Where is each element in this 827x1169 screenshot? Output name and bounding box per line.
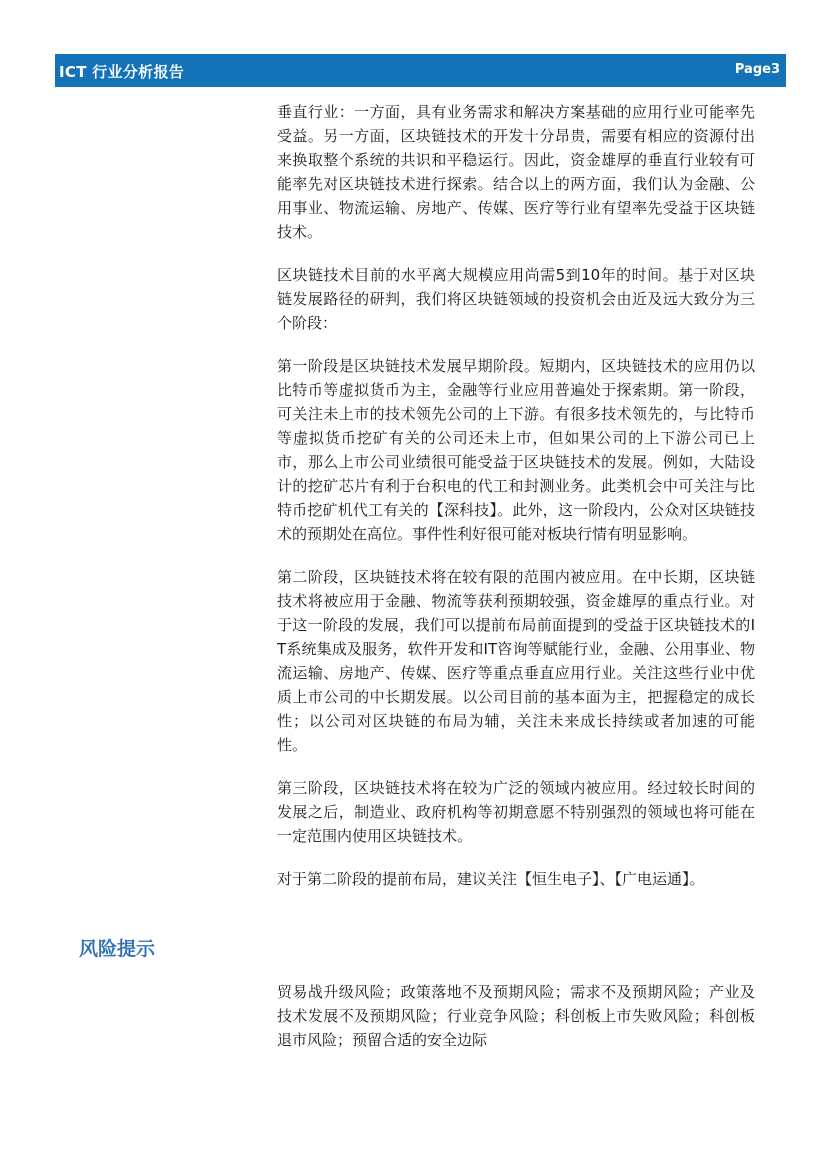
- paragraph-stage-one: 第一阶段是区块链技术发展早期阶段。短期内，区块链技术的应用仍以比特币等虚拟货币为主，金融等行业应用普遍处于探索期。第一阶段，可关注未上市的技术领先公司的上下游。有很多技术领先的，与比特币等虚拟货币挖矿有关的公司还未上市，但如果公司的上下游公司已上市，那么上市公司业绩很可能受益于区块链技术的发展。例如，大陆设计的挖矿芯片有利于台积电的代工和封测业务。此类机会中可关注与比特币挖矿机代工有关的【深科技】。此外，这一阶段内，公众对区块链技术的预期处在高位。事件性利好很可能对板块行情有明显影响。: [277, 357, 755, 543]
- body-text-column: [277, 100, 755, 910]
- report-title: ICT 行业分析报告: [59, 63, 185, 81]
- paragraph-stage-three: 第三阶段，区块链技术将在较为广泛的领域内被应用。经过较长时间的发展之后，制造业、政府机构等初期意愿不特别强烈的领域也将可能在一定范围内使用区块链技术。: [277, 779, 755, 845]
- paragraph-timeline: 区块链技术目前的水平离大规模应用尚需5到10年的时间。基于对区块链发展路径的研判，我们将区块链领域的投资机会由近及远大致分为三个阶段：: [277, 266, 755, 332]
- paragraph-recommendation: 对于第二阶段的提前布局，建议关注【恒生电子】、【广电运通】。: [277, 870, 705, 888]
- paragraph-vertical-industries: 垂直行业：一方面，具有业务需求和解决方案基础的应用行业可能率先受益。另一方面，区块链技术的开发十分昂贵，需要有相应的资源付出来换取整个系统的共识和平稳运行。因此，资金雄厚的垂直行业较有可能率先对区块链技术进行探索。结合以上的两方面，我们认为金融、公用事业、物流运输、房地产、传媒、医疗等行业有望率先受益于区块链技术。: [277, 103, 755, 241]
- risk-list-text: 贸易战升级风险；政策落地不及预期风险；需求不及预期风险；产业及技术发展不及预期风险；行业竞争风险；科创板上市失败风险；科创板退市风险；预留合适的安全边际: [277, 983, 755, 1049]
- page-number: Page3: [734, 62, 780, 77]
- report-header-bar: [55, 54, 786, 87]
- paragraph-stage-two: 第二阶段，区块链技术将在较有限的范围内被应用。在中长期，区块链技术将被应用于金融、物流等获利预期较强，资金雄厚的重点行业。对于这一阶段的发展，我们可以提前布局前面提到的受益于区块链技术的IT系统集成及服务，软件开发和IT咨询等赋能行业，金融、公用事业、物流运输、房地产、传媒、医疗等重点垂直应用行业。关注这些行业中优质上市公司的中长期发展。以公司目前的基本面为主，把握稳定的成长性；以公司对区块链的布局为辅，关注未来成长持续或者加速的可能性。: [277, 568, 755, 754]
- risk-text-column: [277, 980, 755, 1071]
- risk-section-heading: 风险提示: [79, 938, 156, 960]
